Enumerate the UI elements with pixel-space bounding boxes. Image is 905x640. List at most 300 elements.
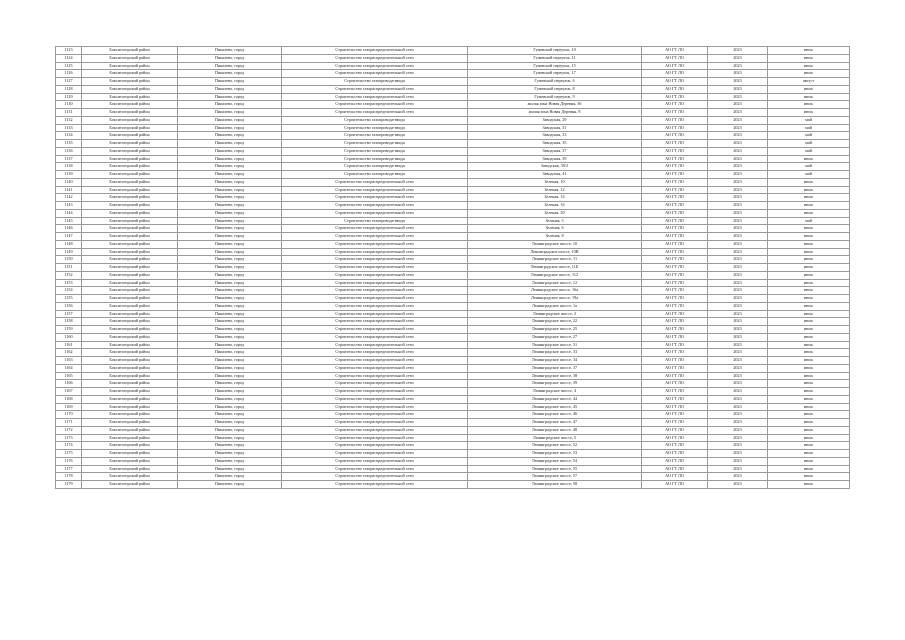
table-row <box>56 395 850 403</box>
month-cell: июль <box>768 271 850 279</box>
table-row <box>56 264 850 272</box>
year-cell: 2023 <box>708 372 768 380</box>
row-number-cell: 1152 <box>56 271 82 279</box>
contractor-cell: АО ГТ ЛО <box>642 481 708 489</box>
contractor-cell: АО ГТ ЛО <box>642 186 708 194</box>
work-type-cell: Строительство газораспределительной сети <box>282 341 468 349</box>
work-type-cell: Строительство газораспределительной сети <box>282 202 468 210</box>
table-row <box>56 233 850 241</box>
district-cell: Бокситогорский район <box>82 302 178 310</box>
row-number-cell: 1171 <box>56 419 82 427</box>
row-number-cell: 1175 <box>56 450 82 458</box>
month-cell: июль <box>768 279 850 287</box>
address-cell: Ленинградское шоссе, 5 <box>468 434 642 442</box>
year-cell: 2023 <box>708 202 768 210</box>
contractor-cell: АО ГТ ЛО <box>642 93 708 101</box>
year-cell: 2023 <box>708 465 768 473</box>
row-number-cell: 1131 <box>56 109 82 117</box>
row-number-cell: 1154 <box>56 287 82 295</box>
address-cell: Ленинградское шоссе, 27 <box>468 333 642 341</box>
table-row <box>56 333 850 341</box>
year-cell: 2023 <box>708 395 768 403</box>
contractor-cell: АО ГТ ЛО <box>642 178 708 186</box>
table-row <box>56 372 850 380</box>
month-cell: июль <box>768 481 850 489</box>
table-row <box>56 302 850 310</box>
row-number-cell: 1169 <box>56 403 82 411</box>
contractor-cell: АО ГТ ЛО <box>642 349 708 357</box>
contractor-cell: АО ГТ ЛО <box>642 295 708 303</box>
month-cell: июль <box>768 225 850 233</box>
row-number-cell: 1155 <box>56 295 82 303</box>
contractor-cell: АО ГТ ЛО <box>642 287 708 295</box>
address-cell: Ленинградское шоссе, 38 <box>468 372 642 380</box>
contractor-cell: АО ГТ ЛО <box>642 442 708 450</box>
month-cell: июль <box>768 465 850 473</box>
district-cell: Бокситогорский район <box>82 85 178 93</box>
settlement-cell: Пикалево, город <box>178 287 282 295</box>
settlement-cell: Пикалево, город <box>178 194 282 202</box>
month-cell: май <box>768 171 850 179</box>
row-number-cell: 1159 <box>56 326 82 334</box>
contractor-cell: АО ГТ ЛО <box>642 310 708 318</box>
settlement-cell: Пикалево, город <box>178 155 282 163</box>
month-cell: июль <box>768 85 850 93</box>
address-cell: Ленинградское шоссе, 4 <box>468 388 642 396</box>
work-type-cell: Строительство газораспределительной сети <box>282 109 468 117</box>
month-cell: июль <box>768 357 850 365</box>
settlement-cell: Пикалево, город <box>178 310 282 318</box>
contractor-cell: АО ГТ ЛО <box>642 372 708 380</box>
district-cell: Бокситогорский район <box>82 349 178 357</box>
row-number-cell: 1123 <box>56 47 82 55</box>
month-cell: июль <box>768 341 850 349</box>
contractor-cell: АО ГТ ЛО <box>642 256 708 264</box>
work-type-cell: Строительство газораспределительной сети <box>282 450 468 458</box>
contractor-cell: АО ГТ ЛО <box>642 318 708 326</box>
address-cell: Ленинградское шоссе, 12 <box>468 279 642 287</box>
district-cell: Бокситогорский район <box>82 256 178 264</box>
settlement-cell: Пикалево, город <box>178 225 282 233</box>
contractor-cell: АО ГТ ЛО <box>642 233 708 241</box>
district-cell: Бокситогорский район <box>82 372 178 380</box>
table-row <box>56 364 850 372</box>
table-row <box>56 209 850 217</box>
month-cell: июль <box>768 70 850 78</box>
work-type-cell: Строительство газопровода-ввода <box>282 217 468 225</box>
district-cell: Бокситогорский район <box>82 209 178 217</box>
address-cell: Зеленая, 3 <box>468 217 642 225</box>
work-type-cell: Строительство газораспределительной сети <box>282 372 468 380</box>
work-type-cell: Строительство газораспределительной сети <box>282 209 468 217</box>
district-cell: Бокситогорский район <box>82 54 178 62</box>
row-number-cell: 1167 <box>56 388 82 396</box>
month-cell: июль <box>768 240 850 248</box>
table-row <box>56 93 850 101</box>
row-number-cell: 1176 <box>56 457 82 465</box>
year-cell: 2023 <box>708 78 768 86</box>
address-cell: Ленинградское шоссе, 10В <box>468 248 642 256</box>
address-cell: Ленинградское шоссе, 52 <box>468 442 642 450</box>
month-cell: июль <box>768 450 850 458</box>
work-type-cell: Строительство газораспределительной сети <box>282 70 468 78</box>
year-cell: 2023 <box>708 302 768 310</box>
year-cell: 2023 <box>708 171 768 179</box>
row-number-cell: 1165 <box>56 372 82 380</box>
address-cell: Зеленая, 16 <box>468 202 642 210</box>
contractor-cell: АО ГТ ЛО <box>642 163 708 171</box>
month-cell: июль <box>768 442 850 450</box>
address-cell: Заводская, 33 <box>468 132 642 140</box>
table-row <box>56 85 850 93</box>
district-cell: Бокситогорский район <box>82 248 178 256</box>
work-type-cell: Строительство газораспределительной сети <box>282 279 468 287</box>
address-cell: Заводская, 41 <box>468 171 642 179</box>
year-cell: 2023 <box>708 295 768 303</box>
row-number-cell: 1136 <box>56 147 82 155</box>
contractor-cell: АО ГТ ЛО <box>642 419 708 427</box>
address-cell: Зеленая, 8 <box>468 233 642 241</box>
district-cell: Бокситогорский район <box>82 442 178 450</box>
address-cell: Ленинградское шоссе, 54 <box>468 457 642 465</box>
settlement-cell: Пикалево, город <box>178 302 282 310</box>
row-number-cell: 1153 <box>56 279 82 287</box>
contractor-cell: АО ГТ ЛО <box>642 209 708 217</box>
address-cell: Гужевской переулок, 17 <box>468 70 642 78</box>
settlement-cell: Пикалево, город <box>178 395 282 403</box>
month-cell: июль <box>768 178 850 186</box>
month-cell: июль <box>768 62 850 70</box>
data-table <box>55 46 850 489</box>
address-cell: Ленинградское шоссе, 11 <box>468 256 642 264</box>
month-cell: июль <box>768 186 850 194</box>
work-type-cell: Строительство газопровода-ввода <box>282 132 468 140</box>
settlement-cell: Пикалево, город <box>178 372 282 380</box>
month-cell: июль <box>768 248 850 256</box>
address-cell: Зеленая, 6 <box>468 225 642 233</box>
settlement-cell: Пикалево, город <box>178 163 282 171</box>
contractor-cell: АО ГТ ЛО <box>642 426 708 434</box>
contractor-cell: АО ГТ ЛО <box>642 434 708 442</box>
address-cell: Зеленая, 12 <box>468 186 642 194</box>
row-number-cell: 1127 <box>56 78 82 86</box>
year-cell: 2023 <box>708 426 768 434</box>
year-cell: 2023 <box>708 93 768 101</box>
row-number-cell: 1173 <box>56 434 82 442</box>
work-type-cell: Строительство газораспределительной сети <box>282 426 468 434</box>
table-row <box>56 78 850 86</box>
contractor-cell: АО ГТ ЛО <box>642 302 708 310</box>
work-type-cell: Строительство газораспределительной сети <box>282 442 468 450</box>
work-type-cell: Строительство газораспределительной сети <box>282 101 468 109</box>
row-number-cell: 1150 <box>56 256 82 264</box>
table-row <box>56 132 850 140</box>
contractor-cell: АО ГТ ЛО <box>642 248 708 256</box>
row-number-cell: 1143 <box>56 202 82 210</box>
work-type-cell: Строительство газораспределительной сети <box>282 310 468 318</box>
table-row <box>56 442 850 450</box>
work-type-cell: Строительство газораспределительной сети <box>282 457 468 465</box>
contractor-cell: АО ГТ ЛО <box>642 264 708 272</box>
address-cell: Ленинградское шоссе, 1а <box>468 302 642 310</box>
contractor-cell: АО ГТ ЛО <box>642 132 708 140</box>
row-number-cell: 1135 <box>56 140 82 148</box>
month-cell: июль <box>768 295 850 303</box>
district-cell: Бокситогорский район <box>82 357 178 365</box>
year-cell: 2023 <box>708 457 768 465</box>
work-type-cell: Строительство газораспределительной сети <box>282 395 468 403</box>
table-row <box>56 140 850 148</box>
settlement-cell: Пикалево, город <box>178 333 282 341</box>
address-cell: Ленинградское шоссе, 31 <box>468 341 642 349</box>
row-number-cell: 1162 <box>56 349 82 357</box>
contractor-cell: АО ГТ ЛО <box>642 457 708 465</box>
year-cell: 2023 <box>708 419 768 427</box>
table-row <box>56 155 850 163</box>
year-cell: 2023 <box>708 256 768 264</box>
district-cell: Бокситогорский район <box>82 364 178 372</box>
settlement-cell: Пикалево, город <box>178 364 282 372</box>
table-row <box>56 47 850 55</box>
work-type-cell: Строительство газораспределительной сети <box>282 318 468 326</box>
month-cell: июль <box>768 209 850 217</box>
settlement-cell: Пикалево, город <box>178 109 282 117</box>
table-row <box>56 434 850 442</box>
work-type-cell: Строительство газопровода-ввода <box>282 163 468 171</box>
address-cell: Ленинградское шоссе, 39 <box>468 380 642 388</box>
district-cell: Бокситогорский район <box>82 194 178 202</box>
district-cell: Бокситогорский район <box>82 264 178 272</box>
table-row <box>56 326 850 334</box>
settlement-cell: Пикалево, город <box>178 279 282 287</box>
district-cell: Бокситогорский район <box>82 132 178 140</box>
work-type-cell: Строительство газораспределительной сети <box>282 403 468 411</box>
table-row <box>56 54 850 62</box>
contractor-cell: АО ГТ ЛО <box>642 364 708 372</box>
work-type-cell: Строительство газораспределительной сети <box>282 481 468 489</box>
row-number-cell: 1163 <box>56 357 82 365</box>
table-row <box>56 481 850 489</box>
contractor-cell: АО ГТ ЛО <box>642 194 708 202</box>
district-cell: Бокситогорский район <box>82 465 178 473</box>
district-cell: Бокситогорский район <box>82 388 178 396</box>
year-cell: 2023 <box>708 85 768 93</box>
settlement-cell: Пикалево, город <box>178 62 282 70</box>
work-type-cell: Строительство газораспределительной сети <box>282 349 468 357</box>
year-cell: 2023 <box>708 279 768 287</box>
address-cell: жилая зона Новая Деревня, 36 <box>468 101 642 109</box>
year-cell: 2023 <box>708 341 768 349</box>
row-number-cell: 1179 <box>56 481 82 489</box>
month-cell: июль <box>768 233 850 241</box>
work-type-cell: Строительство газопровода-ввода <box>282 171 468 179</box>
month-cell: июль <box>768 256 850 264</box>
work-type-cell: Строительство газораспределительной сети <box>282 388 468 396</box>
district-cell: Бокситогорский район <box>82 47 178 55</box>
address-cell: Зеленая, 20 <box>468 209 642 217</box>
contractor-cell: АО ГТ ЛО <box>642 54 708 62</box>
contractor-cell: АО ГТ ЛО <box>642 171 708 179</box>
address-cell: Гужевской переулок, 6 <box>468 78 642 86</box>
district-cell: Бокситогорский район <box>82 279 178 287</box>
settlement-cell: Пикалево, город <box>178 326 282 334</box>
settlement-cell: Пикалево, город <box>178 442 282 450</box>
row-number-cell: 1151 <box>56 264 82 272</box>
contractor-cell: АО ГТ ЛО <box>642 225 708 233</box>
district-cell: Бокситогорский район <box>82 411 178 419</box>
row-number-cell: 1139 <box>56 171 82 179</box>
row-number-cell: 1158 <box>56 318 82 326</box>
district-cell: Бокситогорский район <box>82 434 178 442</box>
month-cell: июль <box>768 93 850 101</box>
work-type-cell: Строительство газопровода-ввода <box>282 116 468 124</box>
address-cell: Ленинградское шоссе, 37 <box>468 364 642 372</box>
work-type-cell: Строительство газопровода-ввода <box>282 124 468 132</box>
month-cell: июль <box>768 155 850 163</box>
row-number-cell: 1177 <box>56 465 82 473</box>
work-type-cell: Строительство газораспределительной сети <box>282 85 468 93</box>
settlement-cell: Пикалево, город <box>178 132 282 140</box>
month-cell: июль <box>768 101 850 109</box>
district-cell: Бокситогорский район <box>82 70 178 78</box>
month-cell: июль <box>768 403 850 411</box>
month-cell: июль <box>768 47 850 55</box>
contractor-cell: АО ГТ ЛО <box>642 380 708 388</box>
settlement-cell: Пикалево, город <box>178 147 282 155</box>
contractor-cell: АО ГТ ЛО <box>642 357 708 365</box>
month-cell: июль <box>768 388 850 396</box>
address-cell: Заводская, 35 <box>468 140 642 148</box>
month-cell: июль <box>768 109 850 117</box>
work-type-cell: Строительство газопровода-ввода <box>282 155 468 163</box>
table-row <box>56 147 850 155</box>
table-row <box>56 295 850 303</box>
address-cell: Ленинградское шоссе, 57 <box>468 473 642 481</box>
contractor-cell: АО ГТ ЛО <box>642 240 708 248</box>
address-cell: Ленинградское шоссе, 11Б <box>468 264 642 272</box>
year-cell: 2023 <box>708 357 768 365</box>
work-type-cell: Строительство газораспределительной сети <box>282 271 468 279</box>
settlement-cell: Пикалево, город <box>178 85 282 93</box>
work-type-cell: Строительство газораспределительной сети <box>282 357 468 365</box>
address-cell: Ленинградское шоссе, 45 <box>468 403 642 411</box>
contractor-cell: АО ГТ ЛО <box>642 78 708 86</box>
contractor-cell: АО ГТ ЛО <box>642 124 708 132</box>
year-cell: 2023 <box>708 186 768 194</box>
year-cell: 2023 <box>708 233 768 241</box>
address-cell: Гужевской переулок, 9 <box>468 93 642 101</box>
year-cell: 2023 <box>708 140 768 148</box>
row-number-cell: 1128 <box>56 85 82 93</box>
month-cell: июль <box>768 434 850 442</box>
settlement-cell: Пикалево, город <box>178 54 282 62</box>
year-cell: 2023 <box>708 264 768 272</box>
year-cell: 2023 <box>708 47 768 55</box>
row-number-cell: 1172 <box>56 426 82 434</box>
row-number-cell: 1142 <box>56 194 82 202</box>
month-cell: май <box>768 132 850 140</box>
table-row <box>56 171 850 179</box>
row-number-cell: 1147 <box>56 233 82 241</box>
address-cell: Гужевской переулок, 15 <box>468 62 642 70</box>
address-cell: Ленинградское шоссе, 22 <box>468 318 642 326</box>
address-cell: Ленинградское шоссе, 47 <box>468 419 642 427</box>
year-cell: 2023 <box>708 101 768 109</box>
settlement-cell: Пикалево, город <box>178 388 282 396</box>
district-cell: Бокситогорский район <box>82 93 178 101</box>
row-number-cell: 1178 <box>56 473 82 481</box>
table-row <box>56 287 850 295</box>
table-row <box>56 457 850 465</box>
district-cell: Бокситогорский район <box>82 109 178 117</box>
settlement-cell: Пикалево, город <box>178 450 282 458</box>
year-cell: 2023 <box>708 310 768 318</box>
contractor-cell: АО ГТ ЛО <box>642 473 708 481</box>
month-cell: июль <box>768 287 850 295</box>
work-type-cell: Строительство газораспределительной сети <box>282 62 468 70</box>
address-cell: Зеленая, 10 <box>468 178 642 186</box>
settlement-cell: Пикалево, город <box>178 178 282 186</box>
district-cell: Бокситогорский район <box>82 78 178 86</box>
settlement-cell: Пикалево, город <box>178 403 282 411</box>
settlement-cell: Пикалево, город <box>178 124 282 132</box>
district-cell: Бокситогорский район <box>82 116 178 124</box>
month-cell: июль <box>768 302 850 310</box>
district-cell: Бокситогорский район <box>82 186 178 194</box>
district-cell: Бокситогорский район <box>82 481 178 489</box>
table-row <box>56 178 850 186</box>
year-cell: 2023 <box>708 364 768 372</box>
work-type-cell: Строительство газораспределительной сети <box>282 248 468 256</box>
contractor-cell: АО ГТ ЛО <box>642 465 708 473</box>
work-type-cell: Строительство газораспределительной сети <box>282 364 468 372</box>
address-cell: Зеленая, 14 <box>468 194 642 202</box>
work-type-cell: Строительство газопровода-ввода <box>282 147 468 155</box>
district-cell: Бокситогорский район <box>82 287 178 295</box>
district-cell: Бокситогорский район <box>82 240 178 248</box>
table-row <box>56 109 850 117</box>
year-cell: 2023 <box>708 194 768 202</box>
address-cell: Гужевской переулок, 10 <box>468 47 642 55</box>
year-cell: 2023 <box>708 473 768 481</box>
contractor-cell: АО ГТ ЛО <box>642 109 708 117</box>
row-number-cell: 1141 <box>56 186 82 194</box>
year-cell: 2023 <box>708 388 768 396</box>
month-cell: июль <box>768 349 850 357</box>
row-number-cell: 1156 <box>56 302 82 310</box>
year-cell: 2023 <box>708 271 768 279</box>
address-cell: Гужевской переулок, 11 <box>468 54 642 62</box>
contractor-cell: АО ГТ ЛО <box>642 70 708 78</box>
row-number-cell: 1168 <box>56 395 82 403</box>
table-row <box>56 465 850 473</box>
row-number-cell: 1170 <box>56 411 82 419</box>
month-cell: июль <box>768 333 850 341</box>
month-cell: май <box>768 147 850 155</box>
district-cell: Бокситогорский район <box>82 101 178 109</box>
row-number-cell: 1144 <box>56 209 82 217</box>
year-cell: 2023 <box>708 481 768 489</box>
table-row <box>56 217 850 225</box>
contractor-cell: АО ГТ ЛО <box>642 403 708 411</box>
address-cell: Ленинградское шоссе, 2 <box>468 310 642 318</box>
address-cell: Ленинградское шоссе, 55 <box>468 465 642 473</box>
settlement-cell: Пикалево, город <box>178 473 282 481</box>
month-cell: июль <box>768 318 850 326</box>
table-row <box>56 388 850 396</box>
work-type-cell: Строительство газопровода-ввода <box>282 140 468 148</box>
address-cell: Ленинградское шоссе, 112 <box>468 271 642 279</box>
